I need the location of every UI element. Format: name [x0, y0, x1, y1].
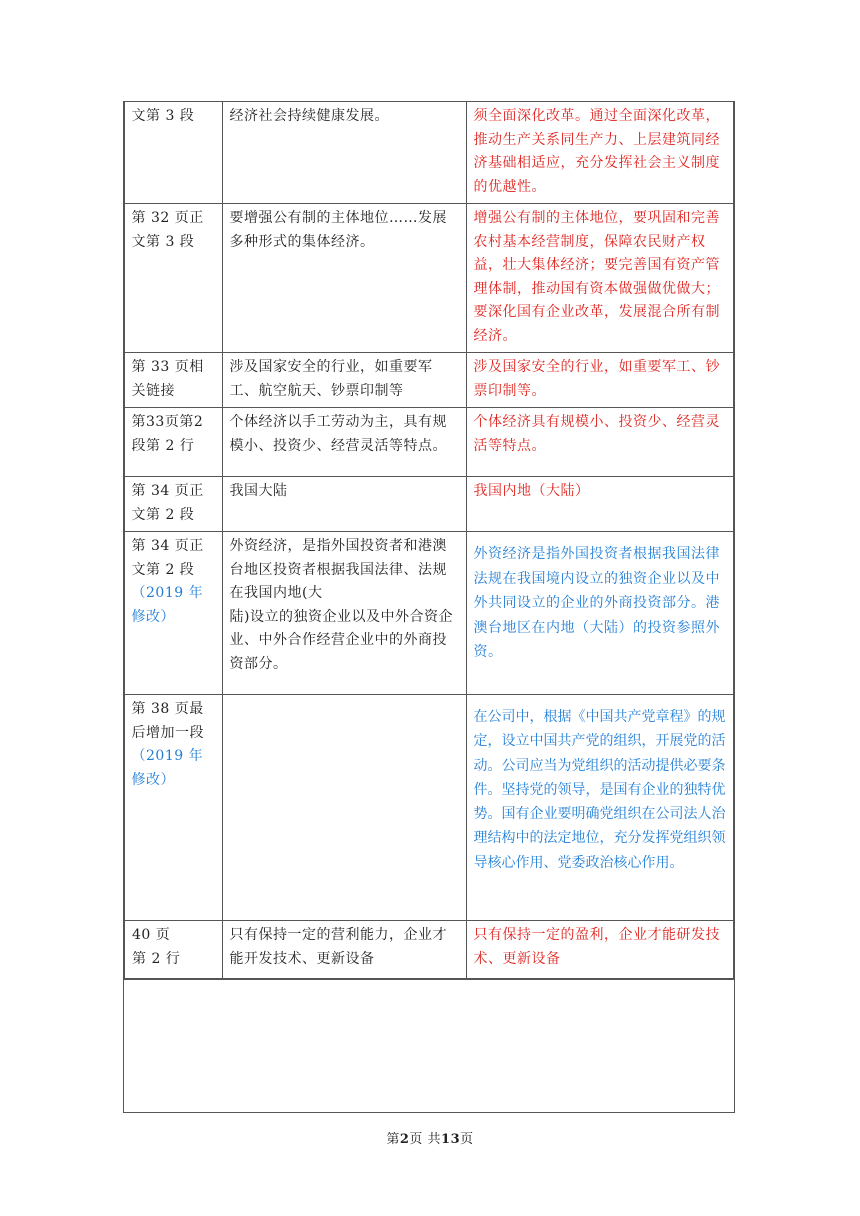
revised-text-cell: 个体经济具有规模小、投资少、经营灵活等特点。: [466, 408, 734, 477]
location-cell: 第 34 页正文第 2 段: [124, 477, 222, 532]
location-cell: 文第 3 段: [124, 102, 222, 204]
location-text: 第 34 页正文第 2 段: [131, 538, 204, 578]
revised-text-cell: 外资经济是指外国投资者根据我国法律法规在我国境内设立的独资企业以及中外共同设立的企业的外商投资部分。港澳台地区在内地（大陆）的投资参照外资。: [466, 532, 734, 695]
original-text-cell: 经济社会持续健康发展。: [222, 102, 466, 204]
location-text: 第 38 页最后增加一段: [131, 701, 204, 741]
original-text-line: 外资经济，是指外国投资者和港澳台地区投资者根据我国法律、法规在我国内地(大: [229, 538, 447, 601]
revised-text-cell: 增强公有制的主体地位，要巩固和完善农村基本经营制度，保障农民财产权益，壮大集体经济；要完善国有资产管理体制，推动国有资本做强做优做大；要深化国有企业改革，发展混合所有制经济。: [466, 204, 734, 353]
location-cell: 第 33 页相关链接: [124, 353, 222, 408]
footer-middle: 页 共: [409, 1132, 442, 1147]
original-text-cell: 只有保持一定的营利能力，企业才能开发技术、更新设备: [222, 921, 466, 979]
table-row: [124, 204, 734, 353]
location-cell: 第 32 页正文第 3 段: [124, 204, 222, 353]
revised-text-cell: 须全面深化改革。通过全面深化改革，推动生产关系同生产力、上层建筑同经济基础相适应，充分发挥社会主义制度的优越性。: [466, 102, 734, 204]
footer-prefix: 第: [386, 1132, 400, 1147]
original-text-line: 陆)设立的独资企业以及中外合资企业、中外合作经营企业中的外商投资部分。: [229, 608, 453, 672]
original-text-cell: 我国大陆: [222, 477, 466, 532]
location-cell: [124, 695, 222, 921]
original-text-cell: [222, 532, 466, 695]
errata-table: [123, 101, 735, 980]
revised-text-cell: 涉及国家安全的行业，如重要军工、钞票印制等。: [466, 353, 734, 408]
current-page-number: 2: [399, 1132, 410, 1147]
footer-suffix: 页: [460, 1132, 474, 1147]
location-cell: [124, 532, 222, 695]
original-text-cell: 涉及国家安全的行业，如重要军工、航空航天、钞票印制等: [222, 353, 466, 408]
original-text-cell: 要增强公有制的主体地位……发展多种形式的集体经济。: [222, 204, 466, 353]
table-row: [124, 532, 734, 695]
revised-text-cell: 在公司中，根据《中国共产党章程》的规定，设立中国共产党的组织，开展党的活动。公司应当为党组织的活动提供必要条件。坚持党的领导，是国有企业的独特优势。国有企业要明确党组织在公司法人治理结构中的法定地位，充分发挥党组织领导核心作用、党委政治核心作用。: [466, 695, 734, 921]
original-text-cell: 个体经济以手工劳动为主，具有规模小、投资少、经营灵活等特点。: [222, 408, 466, 477]
location-cell: [124, 921, 222, 979]
page-footer: [0, 1128, 860, 1147]
table-row: [124, 695, 734, 921]
revised-text-cell: 只有保持一定的盈利，企业才能研发技术、更新设备: [466, 921, 734, 979]
revision-note: （2019 年修改）: [131, 585, 204, 625]
table-row: [124, 477, 734, 532]
revision-note: （2019 年修改）: [131, 748, 204, 788]
table-row: [124, 102, 734, 204]
table-row: [124, 353, 734, 408]
location-text: 40 页: [132, 927, 171, 943]
revised-text-cell: 我国内地（大陆）: [466, 477, 734, 532]
table-row: [124, 921, 734, 979]
table-row: [124, 408, 734, 477]
original-text-cell: [222, 695, 466, 921]
location-cell: 第33页第2段第 2 行: [124, 408, 222, 477]
total-page-count: 13: [441, 1132, 461, 1147]
location-text: 第 2 行: [132, 950, 181, 967]
